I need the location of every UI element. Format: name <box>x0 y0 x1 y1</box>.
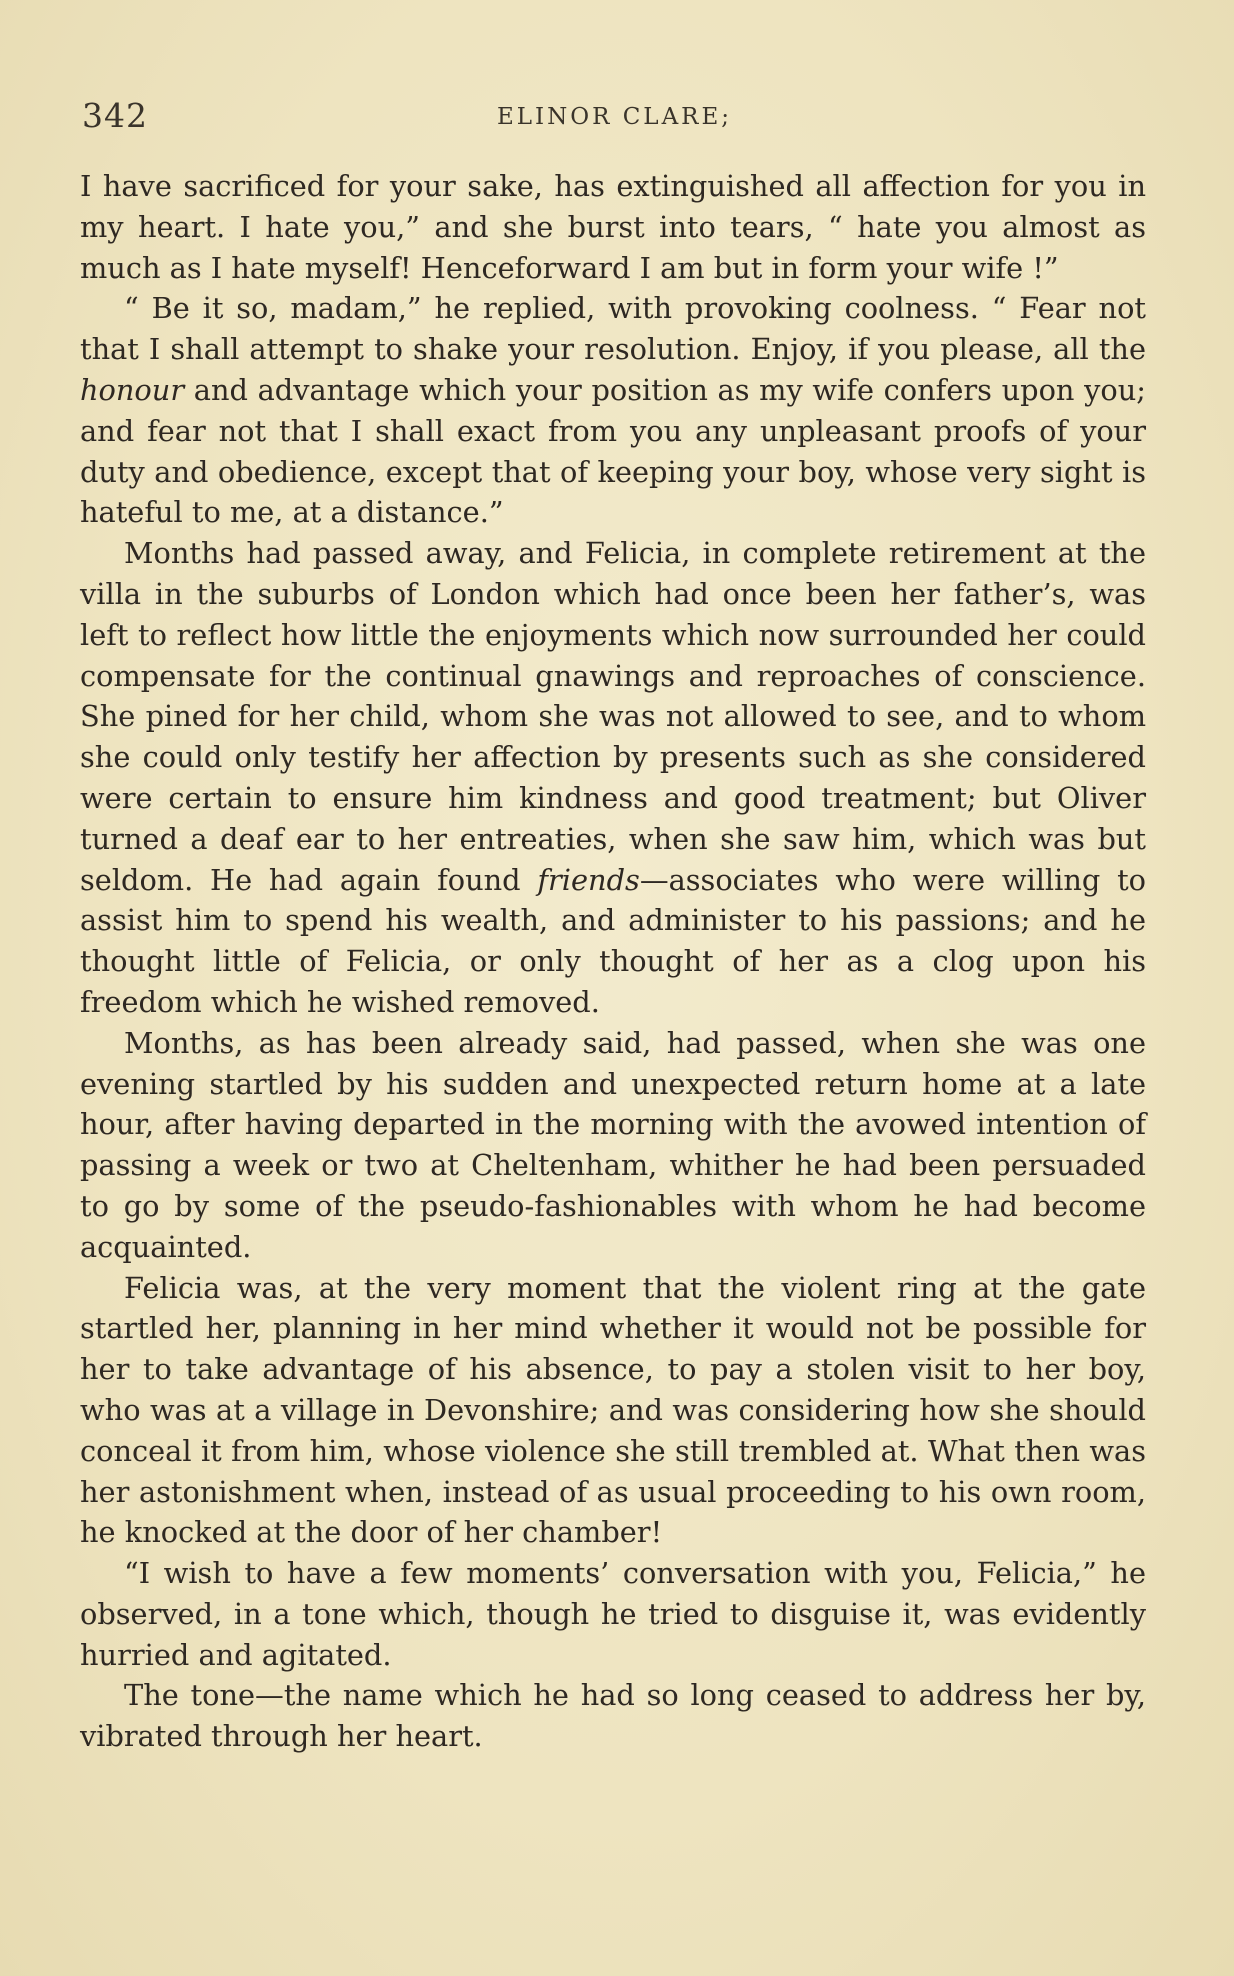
body-text <box>80 166 1146 1757</box>
paragraph <box>80 1675 1146 1757</box>
paragraph-text: —associates who were willing to assist him to spend his wealth, and administer to his passions; and he thought little of Felicia, or only thought of her as a clog upon his freedom which he wished removed. <box>80 862 1146 1019</box>
paragraph <box>80 166 1146 288</box>
running-head <box>82 96 1147 140</box>
running-title: ELINOR CLARE; <box>496 104 733 130</box>
paragraph-text: I have sacrificed for your sake, has extinguished all affection for you in my heart. I hate you,” and she burst into tears, “ hate you almost as much as I hate myself! Henceforward I am but in form your wife !” <box>80 169 1146 285</box>
italic-text: friends <box>537 862 640 897</box>
paragraph-text: Months, as has been already said, had passed, when she was one evening startled by his sudden and unexpected return home at a late hour, after having departed in the morning with the avowed intention of passing a week or two at Cheltenham, whither he had been persuaded to go by some of the pseudo-fashionables with whom he had become acquainted. <box>80 1025 1146 1264</box>
paragraph-text: Felicia was, at the very moment that the violent ring at the gate startled her, planning in her mind whether it would not be possible for her to take advantage of his absence, to pay a stolen visit to her boy, who was at a village in Devonshire; and was considering how she should conceal it from him, whose violence she still trembled at. What then was her astonishment when, instead of as usual proceeding to his own room, he knocked at the door of her chamber! <box>80 1270 1146 1550</box>
italic-text: honour <box>80 372 185 407</box>
paragraph-text: Months had passed away, and Felicia, in complete retirement at the villa in the suburbs of London which had once been her father’s, was left to reflect how little the enjoyments which now surrounded her could compensate for the continual gnawings and reproaches of conscience. She pined for her child, whom she was not allowed to see, and to whom she could only testify her affection by presents such as she considered were certain to ensure him kindness and good treatment; but Oliver turned a deaf ear to her entreaties, when she saw him, which was but seldom. He had again found <box>80 536 1146 897</box>
paragraph <box>80 533 1146 1023</box>
paragraph <box>80 1553 1146 1675</box>
paragraph <box>80 1268 1146 1554</box>
paragraph <box>80 1023 1146 1268</box>
paragraph-text: The tone—the name which he had so long ceased to address her by, vibrated through her heart. <box>80 1678 1146 1754</box>
paragraph-text: “I wish to have a few moments’ conversation with you, Felicia,” he observed, in a tone which, though he tried to disguise it, was evidently hurried and agitated. <box>80 1556 1146 1672</box>
paragraph-text: “ Be it so, madam,” he replied, with provoking coolness. “ Fear not that I shall attempt to shake your resolution. Enjoy, if you please, all the <box>80 291 1146 367</box>
paragraph <box>80 288 1146 533</box>
page-number: 342 <box>82 96 148 135</box>
paragraph-text: and advantage which your position as my wife confers upon you; and fear not that I shall exact from you any unpleasant proofs of your duty and obedience, except that of keeping your boy, whose very sight is hateful to me, at a distance.” <box>80 372 1146 530</box>
